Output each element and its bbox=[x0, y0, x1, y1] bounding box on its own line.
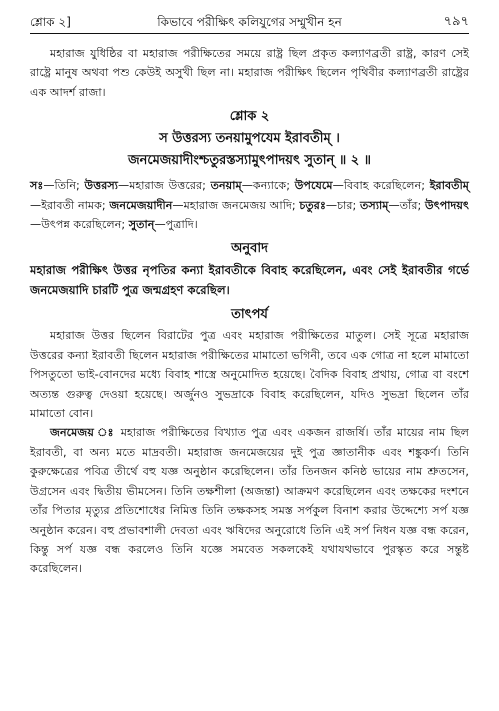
synonym-term: উপযেমে bbox=[294, 179, 333, 193]
synonym-term: ইরাবতীম্ bbox=[429, 179, 469, 193]
purport-paragraph-2 bbox=[30, 423, 469, 578]
synonym-meaning: উৎপন্ন করেছিলেন; bbox=[41, 218, 129, 232]
page-number: ৭৯৭ bbox=[443, 14, 469, 29]
page-body bbox=[30, 44, 469, 579]
synonym-term: জনমেজয়াদীন bbox=[109, 198, 173, 212]
purport-text: মহারাজ পরীক্ষিতের বিখ্যাত পুত্র এবং একজন রাজর্ষি। তাঁর মায়ের নাম ছিল ইরাবতী, বা অন্য মতে মাদ্রবতী। মহারাজ জনমেজয়ের দুই পুত্র জ্ঞাতানীক এবং শঙ্কুকর্ণ। তিনি কুরুক্ষেত্রের পবিত্র তীর্থে বহু যজ্ঞ অনুষ্ঠান করেছিলেন। তাঁর তিনজন কনিষ্ঠ ভায়ের নাম শ্রুতসেন, উগ্রসেন এবং দ্বিতীয় ভীমসেন। তিনি তক্ষশীলা (অজন্তা) আক্রমণ করেছিলেন এবং তক্ষকের দংশনে তাঁর পিতার মৃত্যুর প্রতিশোধের নিমিত্ত তিনি তক্ষকসহ সমস্ত সর্পকুল বিনাশ করার উদ্দেশ্যে সর্প যজ্ঞ অনুষ্ঠান করেন। বহু প্রভাবশালী দেবতা এবং ঋষিদের অনুরোধে তিনি এই সর্প নিধন যজ্ঞ বন্ধ করেন, কিন্তু সর্প যজ্ঞ বন্ধ করলেও তিনি যজ্ঞে সমবেত সকলকেই যথাযথভাবে পুরস্কৃত করে সন্তুষ্ট করেছিলেন। bbox=[30, 426, 469, 576]
verse-line-1: স উত্তরস্য তনয়ামুপযেম ইরাবতীম্ । bbox=[159, 131, 340, 147]
synonym-meaning: কন্যাকে; bbox=[252, 179, 295, 193]
synonyms-paragraph: সঃ—তিনি; উত্তরস্য—মহারাজ উত্তরের; তনয়াম্—কন্যাকে; উপযেমে—বিবাহ করেছিলেন; ইরাবতীম্—ইরাবতী নামক; জনমেজয়াদীন—মহারাজ জনমেজয় আদি; চতুরঃ—চার; তস্যাম্—তাঁর; উৎপাদয়ৎ—উৎপন্ন করেছিলেন; সুতান্—পুত্রাদি। bbox=[30, 179, 469, 232]
chapter-title: কিভাবে পরীক্ষিৎ কলিযুগের সম্মুখীন হন bbox=[157, 15, 342, 29]
synonym-term: উত্তরস্য bbox=[84, 179, 118, 193]
synonym-term: উৎপাদয়ৎ bbox=[425, 198, 469, 212]
intro-paragraph: মহারাজ যুধিষ্ঠির বা মহারাজ পরীক্ষিতের সময়ে রাষ্ট্র ছিল প্রকৃত কল্যাণব্রতী রাষ্ট্র, কারণ সেই রাষ্ট্রে মানুষ অথবা পশু কেউই অসুখী ছিল না। মহারাজ পরীক্ষিৎ ছিলেন পৃথিবীর কল্যাণব্রতী রাষ্ট্রের এক আদর্শ রাজা। bbox=[30, 47, 469, 99]
synonym-meaning: তাঁর; bbox=[399, 198, 425, 212]
translation-paragraph: মহারাজ পরীক্ষিৎ উত্তর নৃপতির কন্যা ইরাবতীকে বিবাহ করেছিলেন, এবং সেই ইরাবতীর গর্ভে জনমেজয়াদি চারটি পুত্র জন্মগ্রহণ করেছিল। bbox=[30, 263, 469, 298]
purport-heading: তাৎপর্য bbox=[231, 307, 268, 323]
page-header bbox=[30, 10, 469, 32]
synonym-meaning: তিনি; bbox=[54, 179, 85, 193]
translation-heading: অনুবাদ bbox=[231, 241, 268, 257]
synonym-term: সঃ bbox=[30, 179, 44, 193]
purport-paragraph-1: মহারাজ উত্তর ছিলেন বিরাটের পুত্র এবং মহারাজ পরীক্ষিতের মাতুল। সেই সূত্রে মহারাজ উত্তরের কন্যা ইরাবতী ছিলেন মহারাজ পরীক্ষিতের মামাতো ভগিনী, তবে এক গোত্র না হলে মামাতো পিসতুতো ভাই-বোনদের মধ্যে বিবাহ শাস্ত্রে অনুমোদিত হয়েছে। বৈদিক বিবাহ প্রথায়, গোত্র বা বংশে অত্যন্ত গুরুত্ব দেওয়া হয়েছে। অর্জুনও সুভদ্রাকে বিবাহ করেছিলেন, যদিও সুভদ্রা ছিলেন তাঁর মামাতো বোন। bbox=[30, 329, 469, 421]
header-divider bbox=[30, 33, 469, 34]
purport-term: জনমেজয় ঃ bbox=[50, 426, 116, 440]
synonym-meaning: ইরাবতী নামক; bbox=[41, 198, 110, 212]
synonym-term: তনয়াম্ bbox=[210, 179, 242, 193]
synonym-meaning: পুত্রাদি। bbox=[165, 218, 198, 232]
verse-line-2: জনমেজয়াদীংশ্চতুরস্তস্যামুৎপাদয়ৎ সুতান্ ॥ ২ ॥ bbox=[127, 153, 372, 169]
verse-heading: শ্লোক ২ bbox=[229, 109, 270, 125]
synonym-meaning: মহারাজ উত্তরের; bbox=[129, 179, 211, 193]
synonym-term: চতুরঃ bbox=[299, 198, 326, 212]
synonym-meaning: চার; bbox=[337, 198, 361, 212]
synonym-term: তস্যাম্ bbox=[360, 198, 389, 212]
synonym-meaning: বিবাহ করেছিলেন; bbox=[343, 179, 430, 193]
synonym-term: সুতান্ bbox=[128, 218, 155, 232]
synonym-meaning: মহারাজ জনমেজয় আদি; bbox=[183, 198, 300, 212]
verse-reference: শ্লোক ২] bbox=[30, 15, 71, 29]
